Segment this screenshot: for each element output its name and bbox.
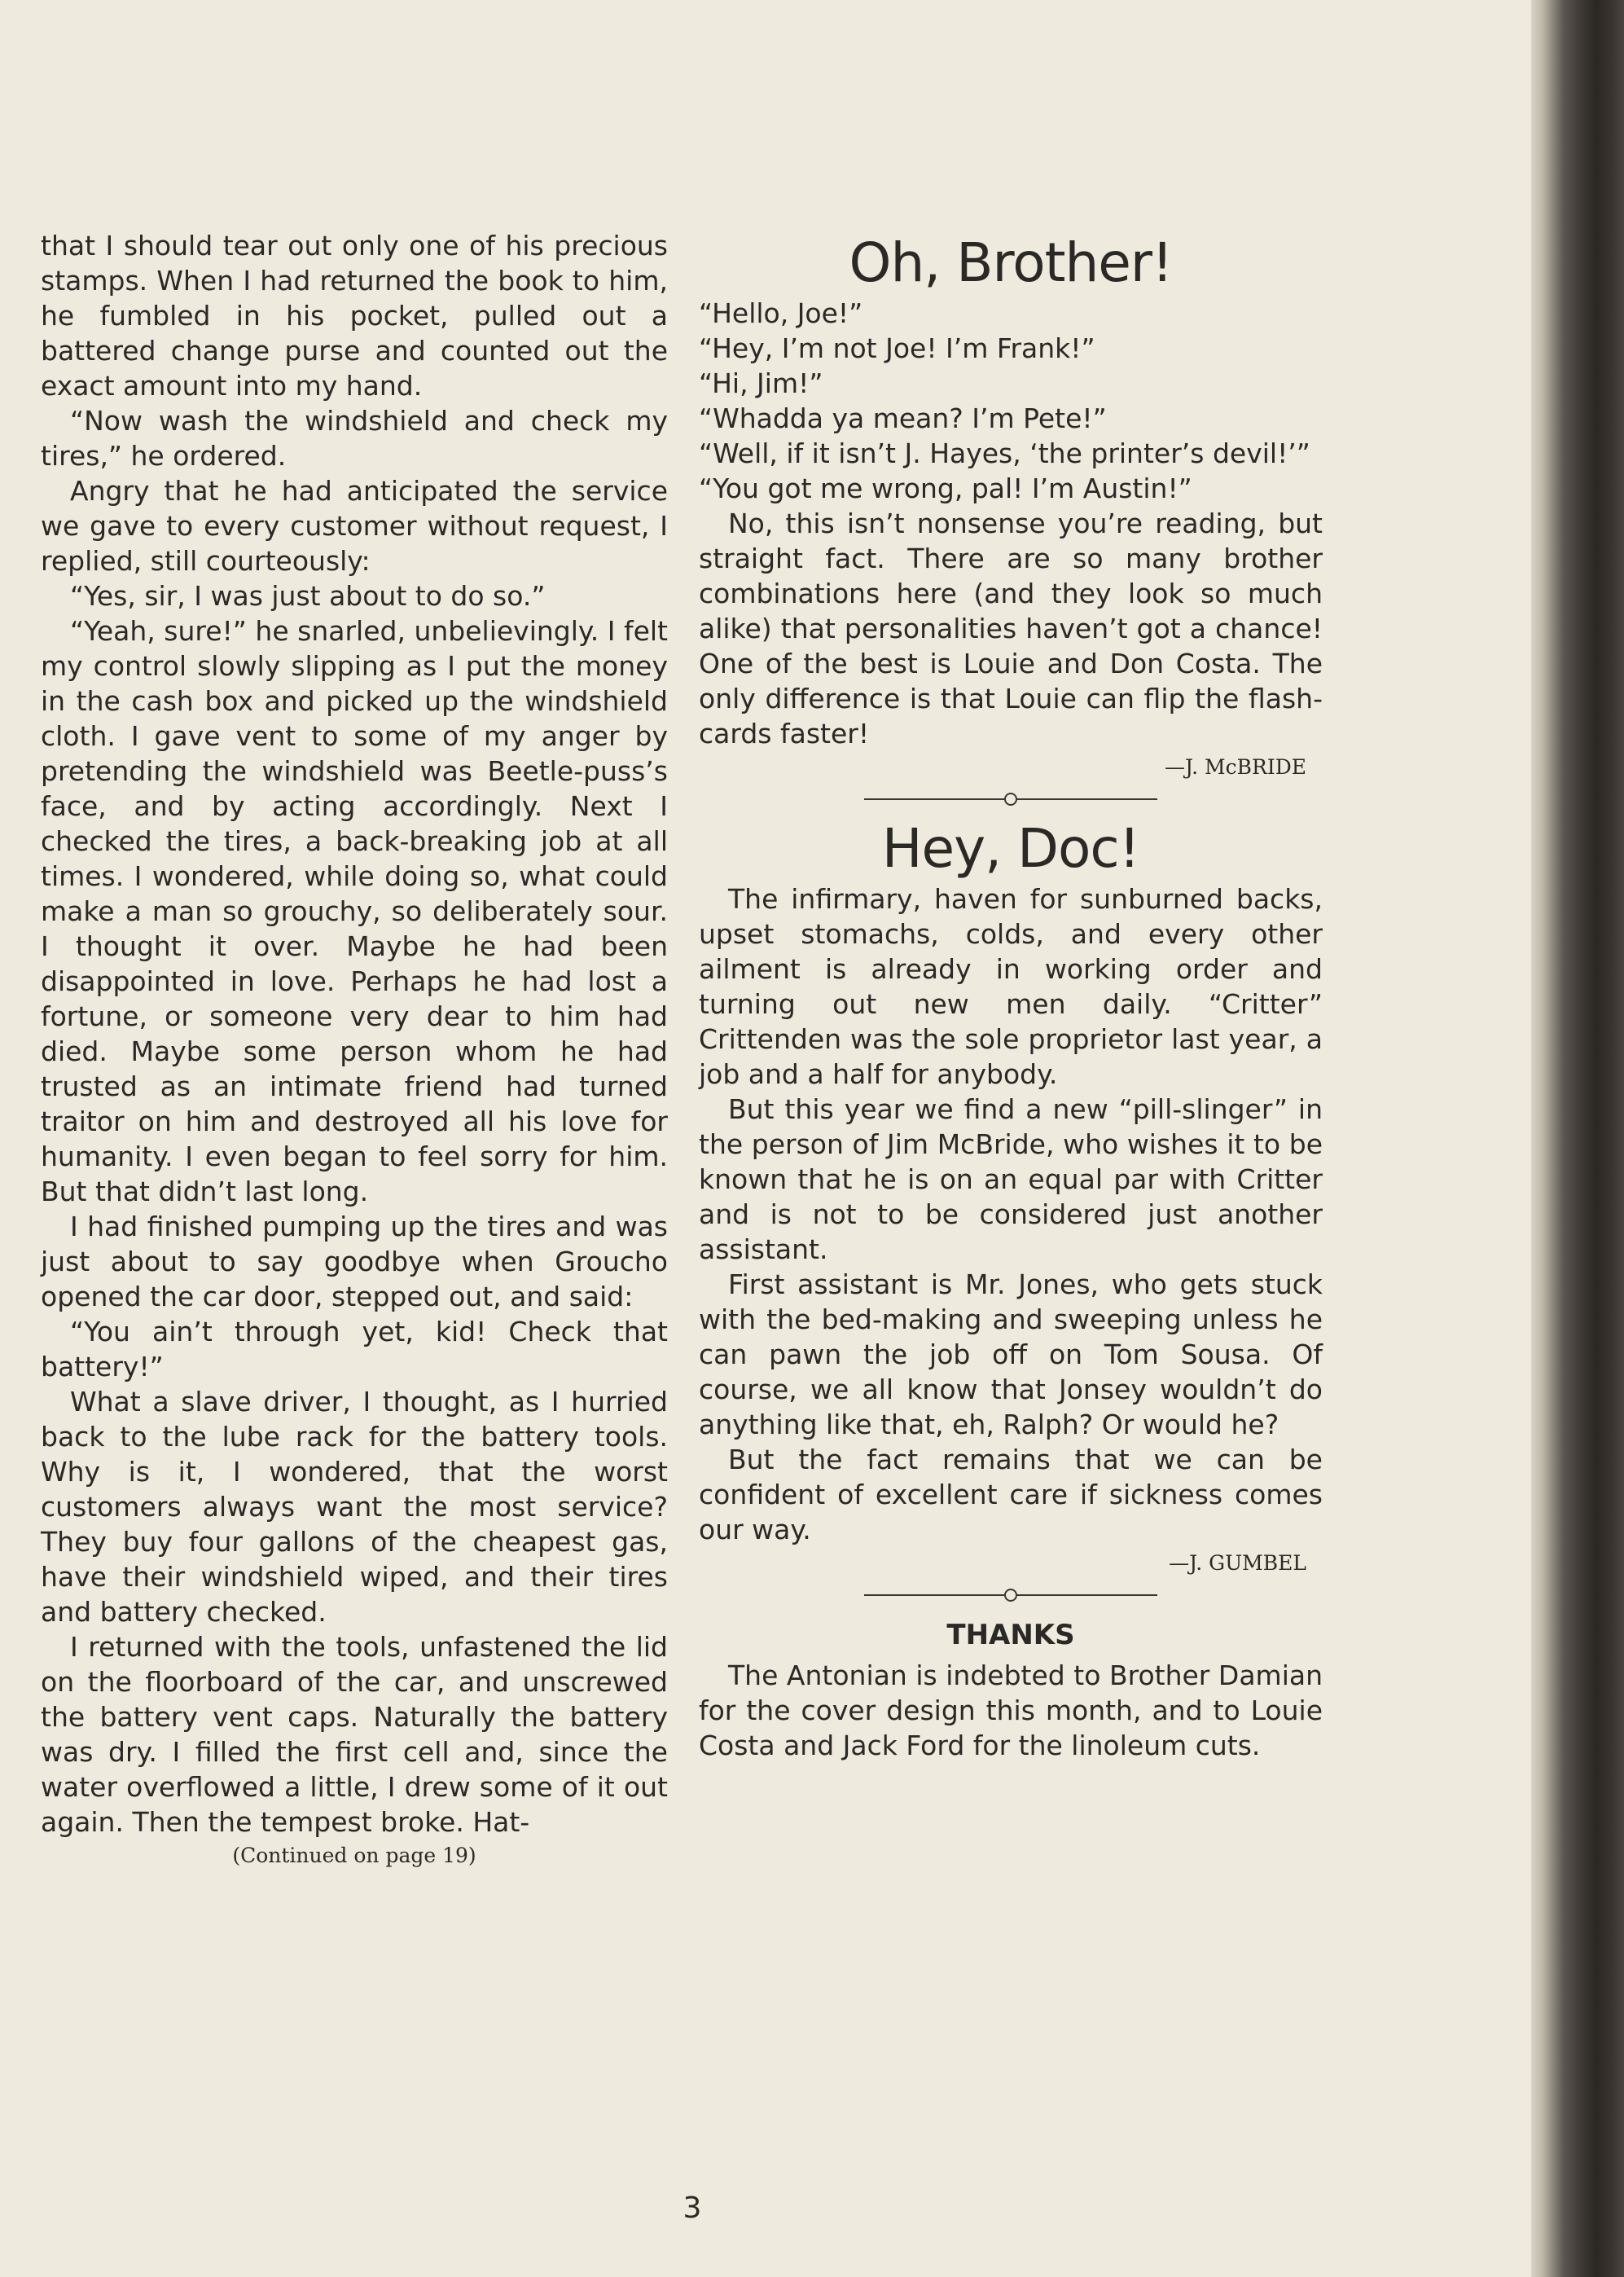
section-divider (864, 1583, 1157, 1607)
page-number: 3 (683, 2191, 702, 2225)
paragraph: The Antonian is indebted to Brother Damian for the cover design this month, and to Louie Costa and Jack Ford for the linoleum cuts. (699, 1659, 1323, 1761)
section-divider (864, 787, 1157, 811)
paragraph: But this year we find a new “pill-slinger” in the person of Jim McBride, who wishes it to be known that he is on an equal par with Critter and is not to be considered just another assistant. (699, 1093, 1323, 1265)
paragraph: “You ain’t through yet, kid! Check that battery!” (41, 1316, 668, 1382)
paragraph: “Hello, Joe!” (699, 297, 863, 329)
book-page-edge (1531, 0, 1624, 2277)
paragraph: Angry that he had anticipated the service we gave to every customer without request, I replied, still courteously: (41, 475, 668, 577)
paragraph: “Hi, Jim!” (699, 367, 823, 399)
paragraph: What a slave driver, I thought, as I hurried back to the lube rack for the battery tools. Why is it, I wondered, that the worst customers always want the most service? They buy four gallons of the cheapest gas, have their windshield wiped, and their tires and battery checked. (41, 1386, 668, 1628)
paragraph: The infirmary, haven for sunburned backs, upset stomachs, colds, and every other ailment is already in working order and turning out new men daily. “Critter” Crittenden was the sole proprietor last year, a job and a half for anybody. (699, 883, 1323, 1090)
paragraph: “Now wash the windshield and check my tires,” he ordered. (41, 405, 668, 472)
divider-ornament-icon (1004, 793, 1017, 806)
paragraph: But the fact remains that we can be confident of excellent care if sickness comes our way. (699, 1444, 1323, 1545)
paragraph: “Whadda ya mean? I’m Pete!” (699, 402, 1107, 434)
paragraph: “Well, if it isn’t J. Hayes, ‘the printer’s devil!’” (699, 437, 1310, 469)
paragraph: I returned with the tools, unfastened the lid on the floorboard of the car, and unscrewed the battery vent caps. Naturally the battery was dry. I filled the first cell and, since the water overflowed a little, I drew some of it out again. Then the tempest broke. Hat- (41, 1631, 668, 1838)
paragraph: No, this isn’t nonsense you’re reading, but straight fact. There are so many brother combinations here (and they look so much alike) that personalities haven’t got a chance! One of the best is Louie and Don Costa. The only difference is that Louie can flip the flash-cards faster! (699, 508, 1323, 749)
byline: —J. GUMBEL (1169, 1551, 1306, 1575)
paragraph: “Yeah, sure!” he snarled, unbelievingly. I felt my control slowly slipping as I put the money in the cash box and picked up the windshield cloth. I gave vent to some of my anger by pretending the windshield was Beetle-puss’s face, and by acting accordingly. Next I checked the tires, a back-breaking job at all times. I wondered, while doing so, what could make a man so grouchy, so deliberately sour. I thought it over. Maybe he had been disappointed in love. Perhaps he had lost a fortune, or someone very dear to him had died. Maybe some person whom he had trusted as an intimate friend had turned traitor on him and destroyed all his love for humanity. I even began to feel sorry for him. But that didn’t last long. (41, 615, 668, 1207)
paragraph: “Yes, sir, I was just about to do so.” (70, 580, 546, 612)
paragraph: that I should tear out only one of his precious stamps. When I had returned the book to him, he fumbled in his pocket, pulled out a battered change purse and counted out the exact amount into my hand. (41, 230, 668, 402)
paragraph: “You got me wrong, pal! I’m Austin!” (699, 473, 1192, 504)
hey-doc-title: Hey, Doc! (881, 817, 1140, 880)
byline: —J. McBRIDE (1165, 755, 1306, 779)
paragraph: First assistant is Mr. Jones, who gets stuck with the bed-making and sweeping unless he can pawn the job off on Tom Sousa. Of course, we all know that Jonsey wouldn’t do anything like that, eh, Ralph? Or would he? (699, 1268, 1323, 1440)
paragraph: I had finished pumping up the tires and was just about to say goodbye when Groucho opened the car door, stepped out, and said: (41, 1211, 668, 1312)
thanks-title: THANKS (946, 1619, 1075, 1651)
continued-note: (Continued on page 19) (232, 1844, 476, 1867)
left-column (41, 228, 668, 1872)
oh-brother-title: Oh, Brother! (849, 231, 1173, 294)
paragraph: “Hey, I’m not Joe! I’m Frank!” (699, 332, 1095, 364)
divider-ornament-icon (1004, 1589, 1017, 1602)
right-column (699, 231, 1323, 1763)
